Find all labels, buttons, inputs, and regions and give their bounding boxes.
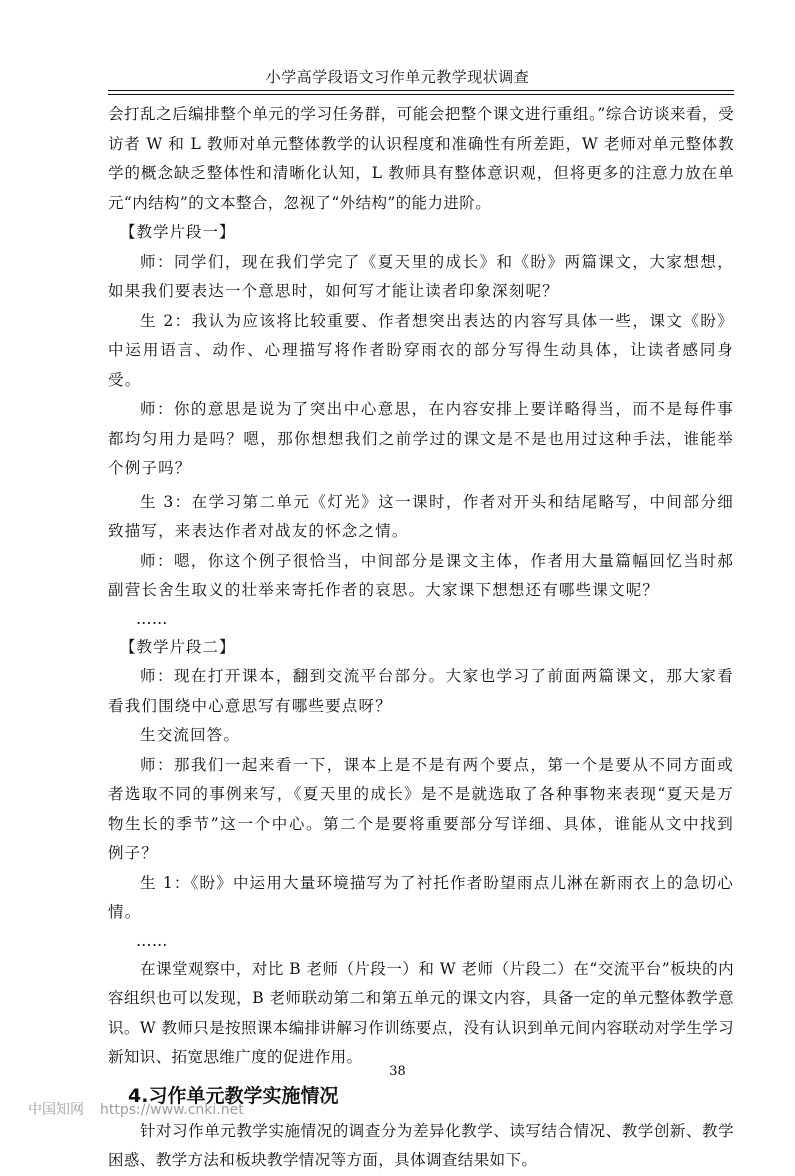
page-body (108, 100, 734, 1176)
watermark-url: https://www.cnki.net (100, 1102, 244, 1118)
segment-two-label: 【教学片段二】 (120, 637, 236, 656)
paragraph-implementation: 针对习作单元教学实施情况的调查分为差异化教学、读写结合情况、教学创新、教学困惑、教学方法和板块教学情况等方面，具体调查结果如下。 (108, 1121, 734, 1169)
page-number: 38 (389, 1064, 406, 1079)
header-rule-thin (108, 94, 734, 95)
segment-one-teacher-1: 师：同学们，现在我们学完了《夏天里的成长》和《盼》两篇课文，大家想想，如果我们要表达一个意思时，如何写才能让读者印象深刻呢？ (108, 252, 734, 300)
segment-two-teacher-1: 师：现在打开课本，翻到交流平台部分。大家也学习了前面两篇课文，那大家看看我们围绕中心意思写有哪些要点呀？ (108, 667, 734, 715)
segment-one-student-3: 生 3：在学习第二单元《灯光》这一课时，作者对开头和结尾略写，中间部分细致描写，来表达作者对战友的怀念之情。 (108, 492, 734, 540)
segment-one-ellipsis: …… (136, 609, 168, 628)
segment-two-student-1: 生 1：《盼》中运用大量环境描写为了衬托作者盼望雨点儿淋在新雨衣上的急切心情。 (108, 873, 734, 921)
segment-one-teacher-2: 师：你的意思是说为了突出中心意思，在内容安排上要详略得当，而不是每件事都均匀用力是吗？嗯，那你想想我们之前学过的课文是不是也用过这种手法，谁能举个例子吗？ (108, 400, 734, 477)
paragraph-classroom-observation: 在课堂观察中，对比 B 老师（片段一）和 W 老师（片段二）在“交流平台”板块的内容组织也可以发现，B 老师联动第二和第五单元的课文内容，具备一定的单元整体教学意识。W 教师只是按照课本编排讲解习作训练要点，没有认识到单元间内容联动对学生学习新知识、拓宽思维广度的促进作用。 (108, 959, 734, 1066)
header-rule-thick (108, 90, 734, 91)
segment-one-label: 【教学片段一】 (120, 223, 236, 241)
watermark-brand: 中国知网 (28, 1102, 84, 1118)
segment-two-teacher-2: 师：那我们一起来看一下，课本上是不是有两个要点，第一个是要从不同方面或者选取不同的事例来写，《夏天里的成长》是不是就选取了各种事物来表现“夏天是万物生长的季节”这一个中心。第二个是要将重要部分写详细、具体，谁能从文中找到例子？ (108, 755, 734, 862)
segment-two-ellipsis: …… (136, 931, 168, 950)
cnki-watermark (28, 1099, 244, 1119)
segment-two-students: 生交流回答。 (140, 726, 241, 744)
segment-one-student-2: 生 2：我认为应该将比较重要、作者想突出表达的内容写具体一些，课文《盼》中运用语言、动作、心理描写将作者盼穿雨衣的部分写得生动具体，让读者感同身受。 (108, 311, 734, 389)
section-heading: 4.习作单元教学实施情况 (128, 1084, 339, 1107)
running-header: 小学高学段语文习作单元教学现状调查 (265, 68, 530, 86)
segment-one-teacher-3: 师：嗯，你这个例子很恰当，中间部分是课文主体，作者用大量篇幅回忆当时郝副营长舍生取义的壮举来寄托作者的哀思。大家课下想想还有哪些课文呢？ (108, 551, 734, 599)
paragraph-interview-summary: 会打乱之后编排整个单元的学习任务群，可能会把整个课文进行重组。”综合访谈来看，受访者 W 和 L 教师对单元整体教学的认识程度和准确性有所差距，W 老师对单元整体教学的概念缺乏整体性和清晰化认知，L 教师具有整体意识观，但将更多的注意力放在单元“内结构”的文本整合，忽视了“外结构”的能力进阶。 (108, 105, 734, 212)
